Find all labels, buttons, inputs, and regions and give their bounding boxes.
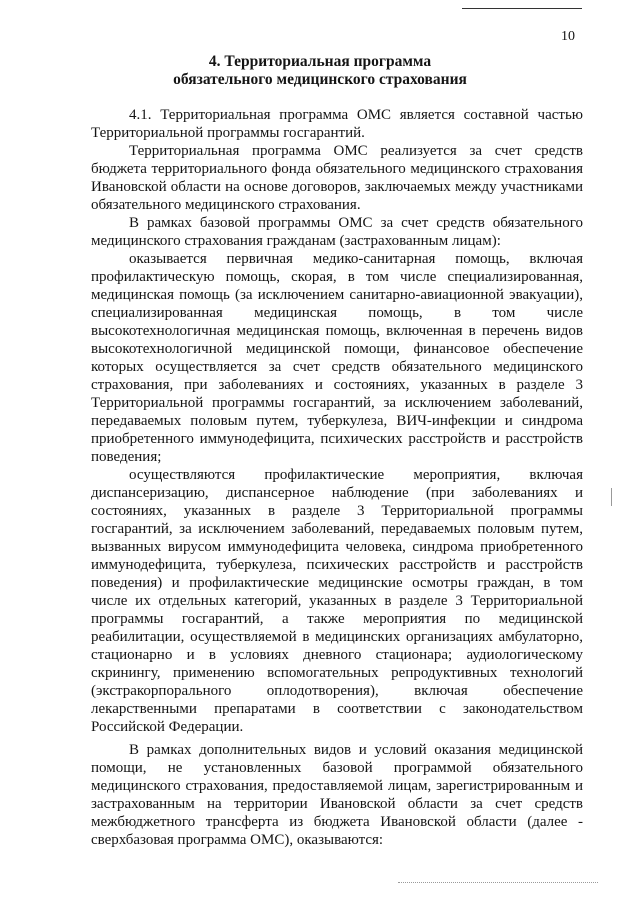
heading-line-1: 4. Территориальная программа [208, 53, 432, 70]
paragraph-additional-program: В рамках дополнительных видов и условий оказания медицинской помощи, не установленных базовой программой обязательного медицинского страхования, предоставляемой лицам, зарегистрированным и застрахованным на территории Ивановской области за счет средств межбюджетного трансферта из бюджета Ивановской области (далее - сверхбазовая программа ОМС), оказываются: [91, 742, 583, 848]
list-item-preventive-measures: осуществляются профилактические мероприятия, включая диспансеризацию, диспансерное наблюдение (при заболеваниях и состояниях, указанных в разделе 3 Территориальной программы госгарантий, за исключением заболеваний, передаваемых половым путем, вызванных вирусом иммунодефицита человека, синдрома приобретенного иммунодефицита, туберкулеза, психических расстройств и расстройств поведения) и профилактические медицинские осмотры граждан, в том числе их отдельных категорий, указанных в разделе 3 Территориальной программы госгарантий, а также мероприятия по медицинской реабилитации, осуществляемой в медицинских организациях амбулаторно, стационарно и в условиях дневного стационара; аудиологическому скринингу, применению вспомогательных репродуктивных технологий (экстракорпорального оплодотворения), включая обеспечение лекарственными препаратами в соответствии с законодательством Российской Федерации. [91, 467, 583, 735]
paragraph-basic-program-intro: В рамках базовой программы ОМС за счет средств обязательного медицинского страхования гражданам (застрахованным лицам): [91, 215, 583, 249]
paragraph-funding: Территориальная программа ОМС реализуется за счет средств бюджета территориального фонда обязательного медицинского страхования Ивановской области на основе договоров, заключаемых между участниками обязательного медицинского страхования. [91, 143, 583, 213]
document-body [91, 106, 583, 849]
header-rule [462, 8, 582, 9]
paragraph-4-1: 4.1. Территориальная программа ОМС является составной частью Территориальной программы госгарантий. [91, 107, 583, 141]
page-number: 10 [561, 29, 575, 44]
section-heading [0, 53, 640, 89]
heading-line-2: обязательного медицинского страхования [173, 71, 467, 88]
scan-footer-noise [398, 882, 598, 883]
list-item-medical-care: оказывается первичная медико-санитарная помощь, включая профилактическую помощь, скорая, в том числе специализированная, медицинская помощь (за исключением санитарно-авиационной эвакуации), специализированная медицинская помощь, в том числе высокотехнологичная медицинская помощь, включенная в перечень видов высокотехнологичной медицинской помощи, финансовое обеспечение которых осуществляется за счет средств обязательного медицинского страхования, при заболеваниях и состояниях, указанных в разделе 3 Территориальной программы госгарантий, за исключением заболеваний, передаваемых половым путем, туберкулеза, ВИЧ-инфекции и синдрома приобретенного иммунодефицита, психических расстройств и расстройств поведения; [91, 251, 583, 465]
scan-margin-mark [611, 488, 612, 506]
